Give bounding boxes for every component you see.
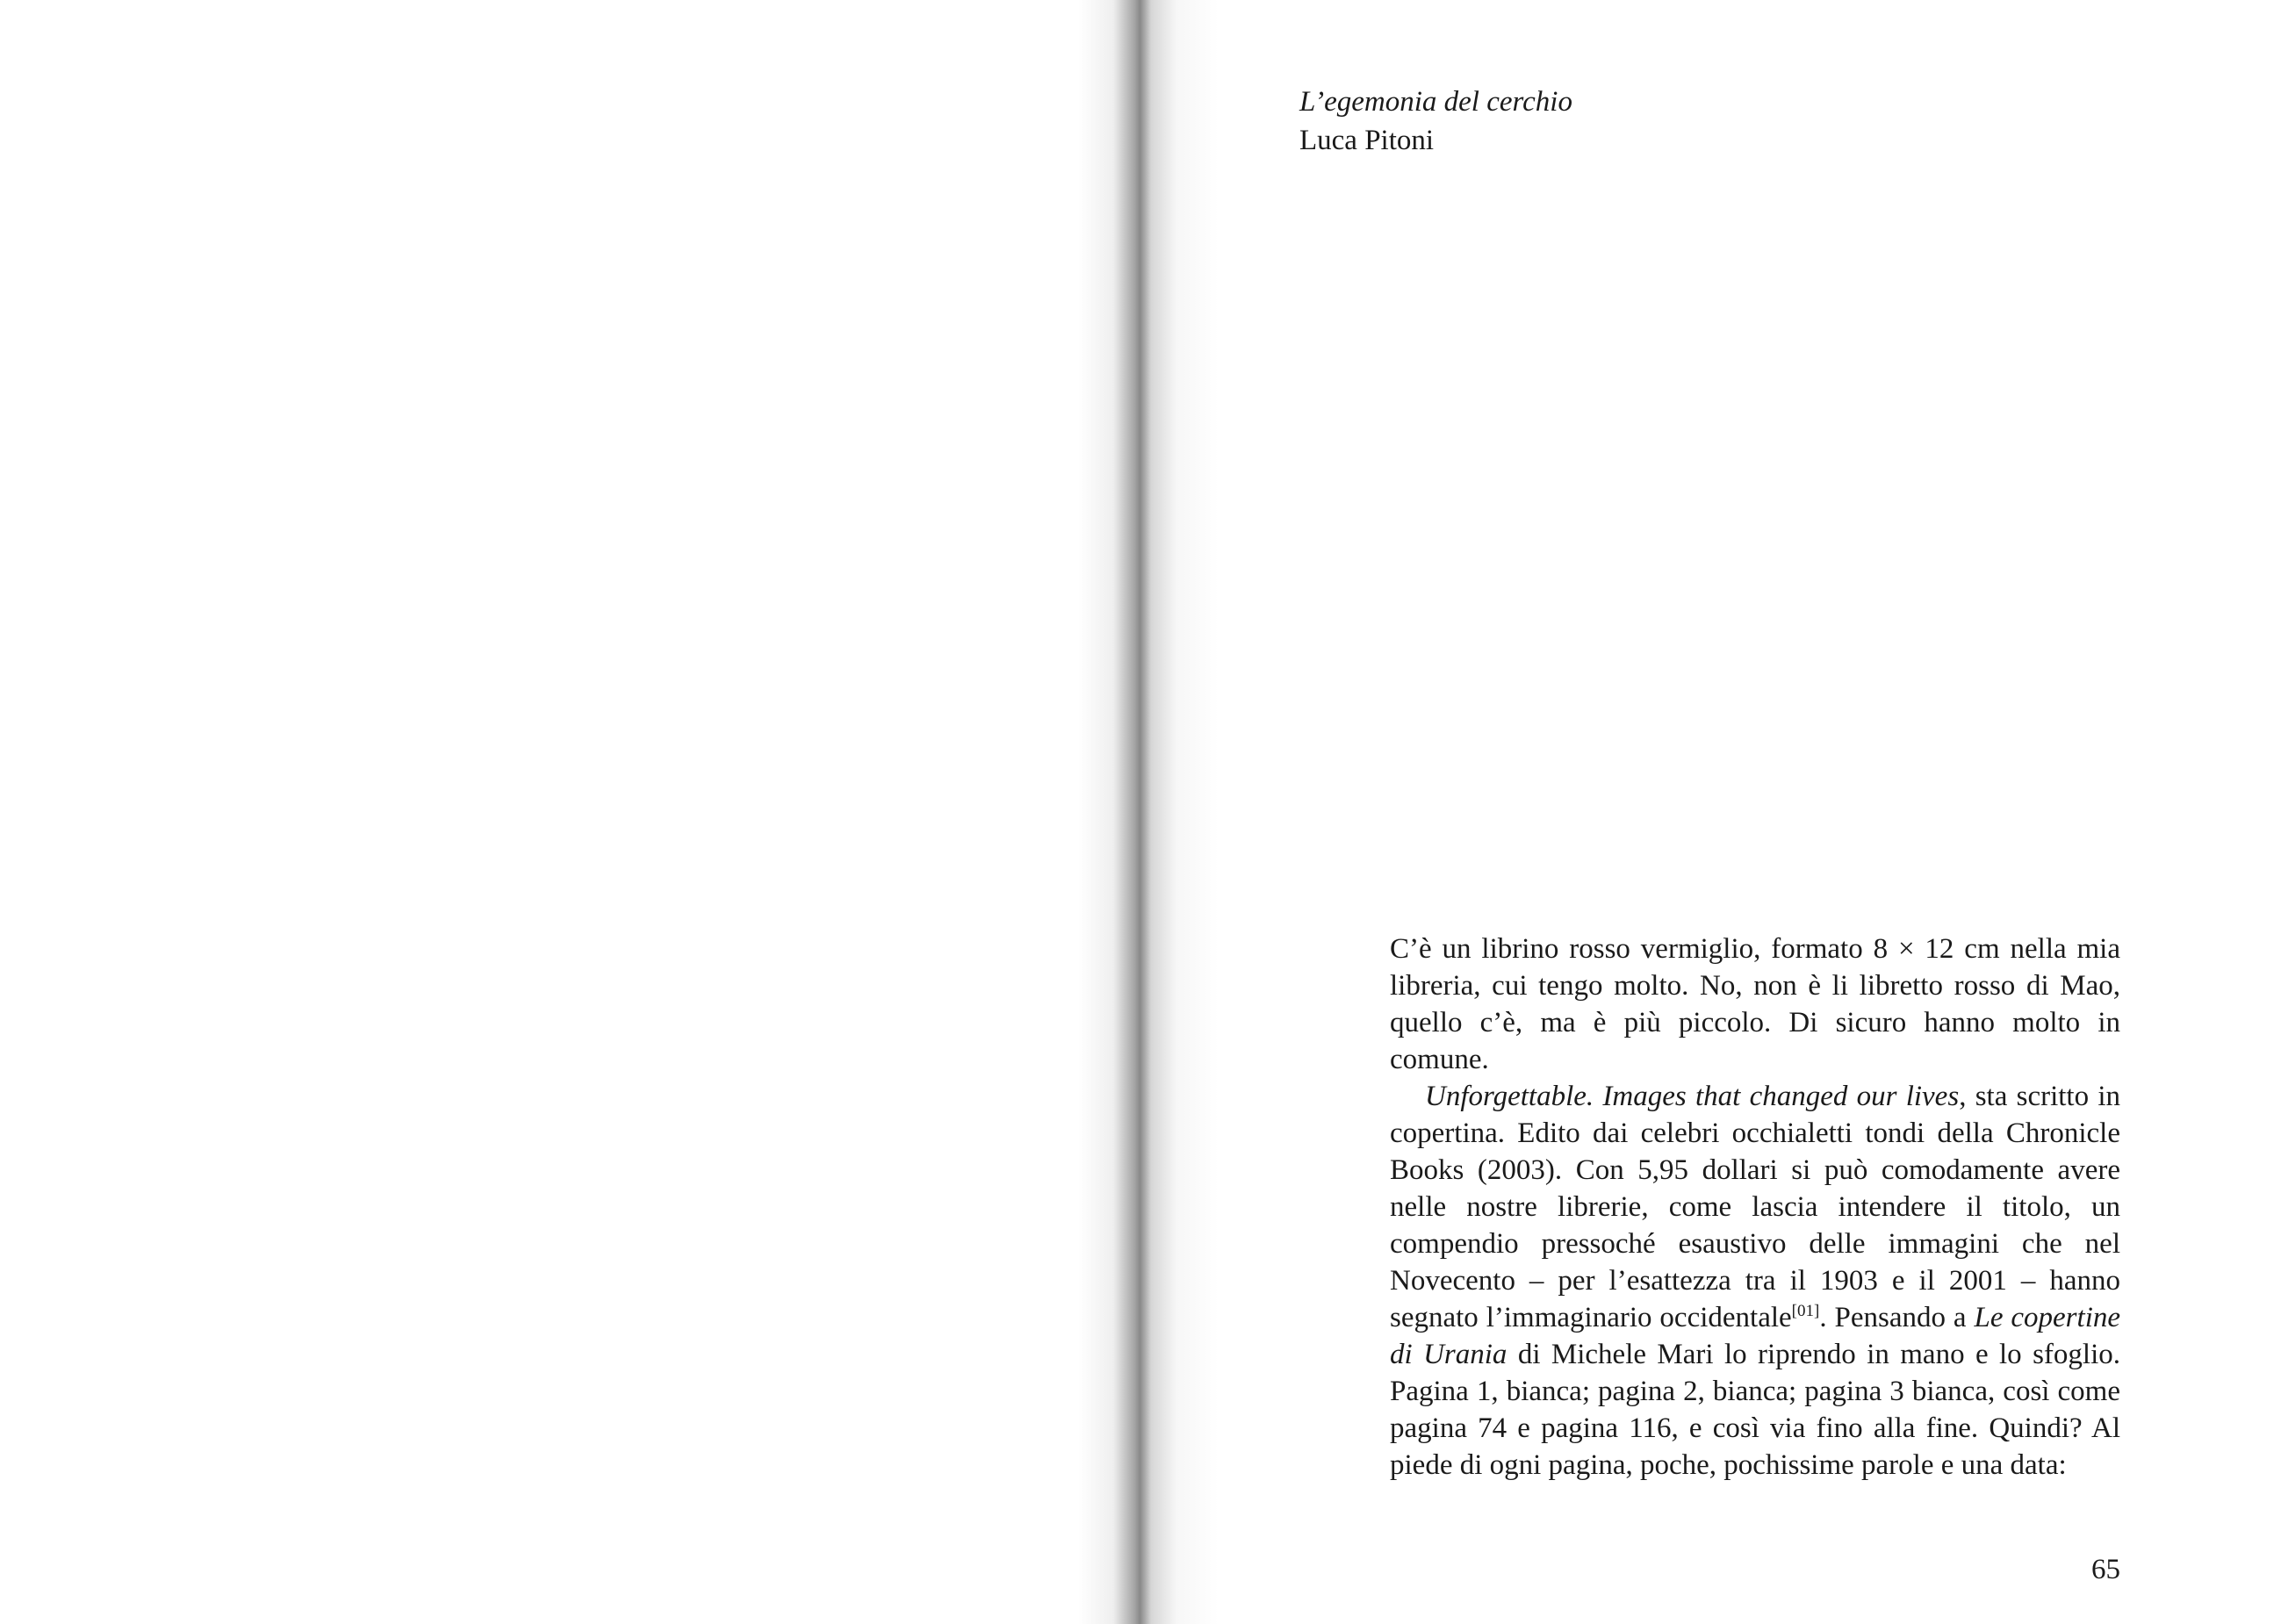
chapter-author: Luca Pitoni bbox=[1299, 125, 1435, 156]
page-number: 65 bbox=[2091, 1554, 2120, 1585]
paragraph-2-text-1: , sta scritto in copertina. Edito dai celebri occhialetti tondi della Chronicle Books (2003). Con 5,95 dollari si può comodamente avere nelle nostre librerie, come lascia intendere il titolo, un compendio pressoché esaustivo delle immagini che nel Novecento – per l’esattezza tra il 1903 e il 2001 – hanno segnato l’immaginario occidentale bbox=[1390, 1081, 2120, 1333]
left-page-blank bbox=[0, 0, 1140, 1624]
body-text bbox=[1390, 931, 2120, 1484]
gutter-shadow bbox=[1078, 0, 1219, 1624]
book-title-unforgettable: Unforgettable. Images that changed our lives bbox=[1425, 1081, 1960, 1112]
footnote-reference[interactable]: [01] bbox=[1791, 1302, 1820, 1320]
chapter-title: L’egemonia del cerchio bbox=[1299, 86, 1572, 118]
paragraph-1: C’è un librino rosso vermiglio, formato 8 × 12 cm nella mia libreria, cui tengo molto. No, non è li libretto rosso di Mao, quello c’è, ma è più piccolo. Di sicuro hanno molto in comune. bbox=[1390, 933, 2120, 1075]
running-header bbox=[1299, 83, 1572, 160]
paragraph-2 bbox=[1390, 1078, 2120, 1484]
book-title-urania: Le copertine di Urania bbox=[1390, 1302, 2121, 1370]
paragraph-2-text-3: di Michele Mari lo riprendo in mano e lo sfoglio. Pagina 1, bianca; pagina 2, bianca; pagina 3 bianca, così come pagina 74 e pagina 116, e così via fino alla fine. Quindi? Al piede di ogni pagina, poche, pochissime parole e una data: bbox=[1390, 1339, 2121, 1481]
paragraph-2-text-2: . Pensando a bbox=[1819, 1302, 1975, 1333]
